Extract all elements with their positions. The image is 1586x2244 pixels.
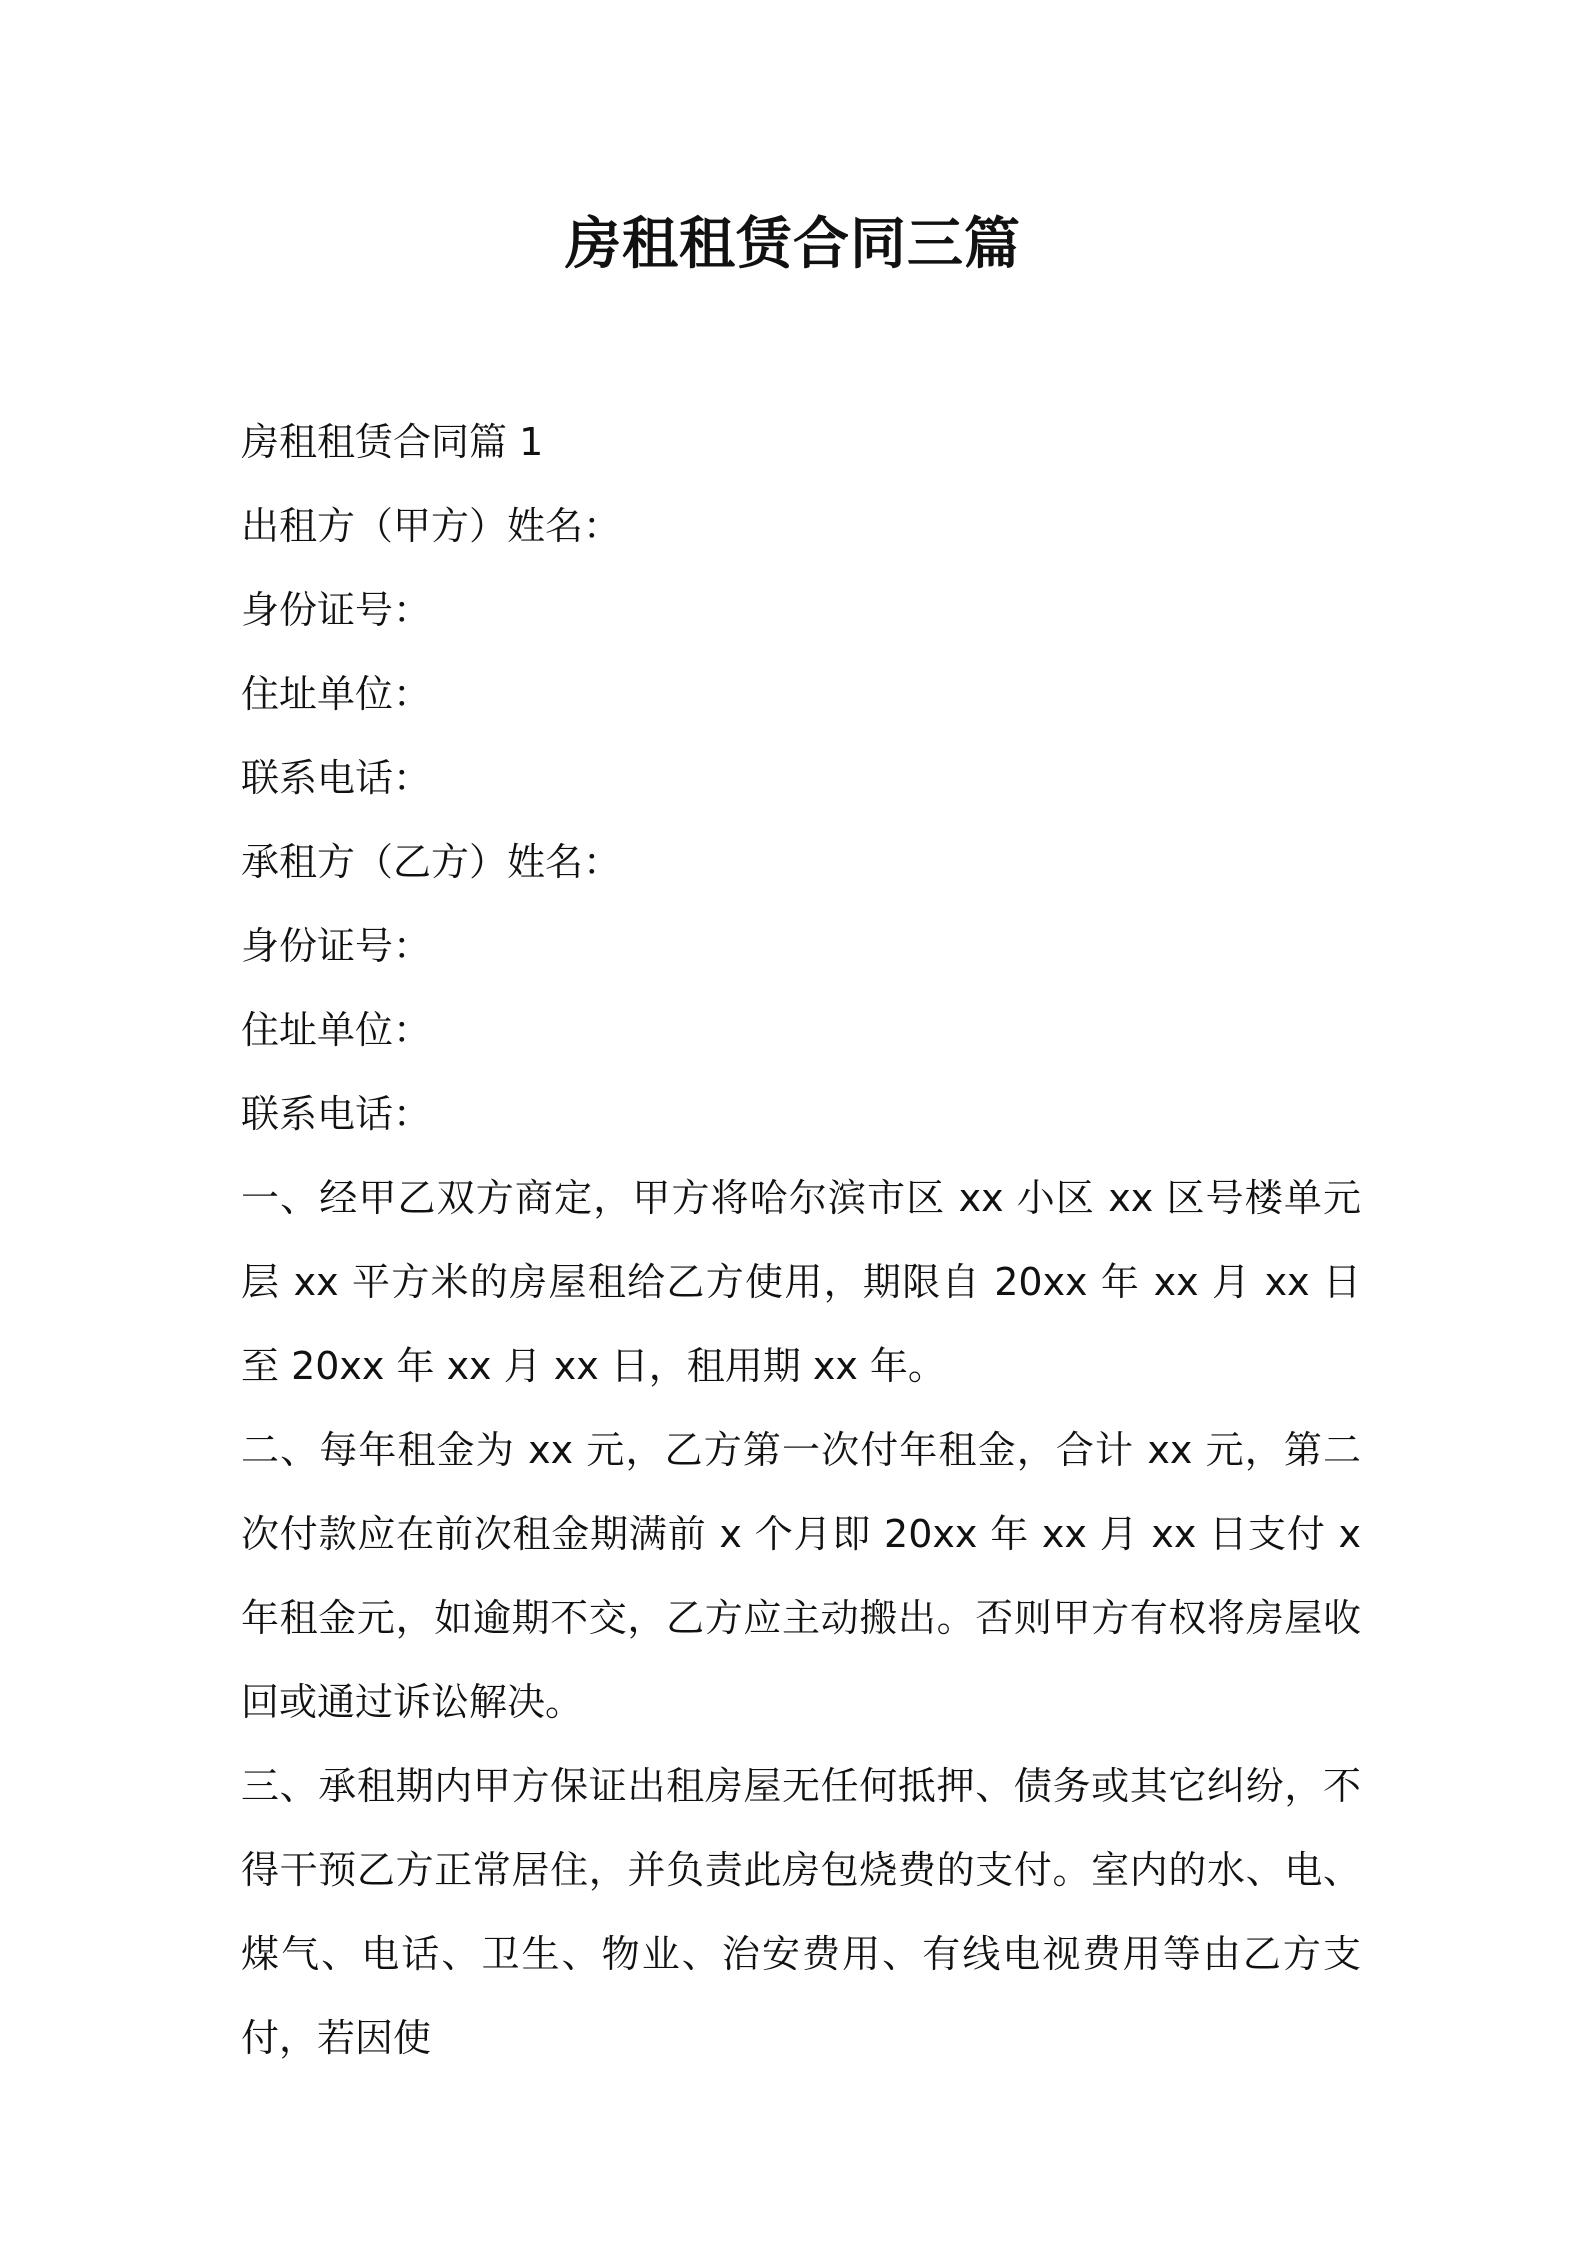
lessee-name-field: 承租方（乙方）姓名： (241, 840, 622, 884)
clause-3: 三、承租期内甲方保证出租房屋无任何抵押、债务或其它纠纷，不得干预乙方正常居住，并负责此房包烧费的支付。室内的水、电、煤气、电话、卫生、物业、治安费用、有线电视费用等由乙方支付，若因使 (241, 1764, 1361, 2060)
lessor-address-field: 住址单位： (241, 672, 432, 716)
lessor-phone-field: 联系电话： (241, 756, 432, 800)
lessor-name-field: 出租方（甲方）姓名： (241, 504, 622, 548)
lessor-id-field: 身份证号： (241, 588, 432, 632)
document-title: 房租租赁合同三篇 (565, 212, 1021, 277)
lessee-phone-field: 联系电话： (241, 1092, 432, 1136)
lessee-id-field: 身份证号： (241, 924, 432, 968)
lessee-address-field: 住址单位： (241, 1008, 432, 1052)
document-body (241, 400, 1361, 2080)
clause-2: 二、每年租金为 xx 元，乙方第一次付年租金，合计 xx 元，第二次付款应在前次租金期满前 x 个月即 20xx 年 xx 月 xx 日支付 x 年租金元，如逾期不交，乙方应主动搬出。否则甲方有权将房屋收回或通过诉讼解决。 (241, 1428, 1361, 1724)
clause-1: 一、经甲乙双方商定，甲方将哈尔滨市区 xx 小区 xx 区号楼单元层 xx 平方米的房屋租给乙方使用，期限自 20xx 年 xx 月 xx 日至 20xx 年 xx 月 xx 日，租用期 xx 年。 (241, 1176, 1361, 1388)
section-heading: 房租租赁合同篇 1 (241, 420, 544, 464)
